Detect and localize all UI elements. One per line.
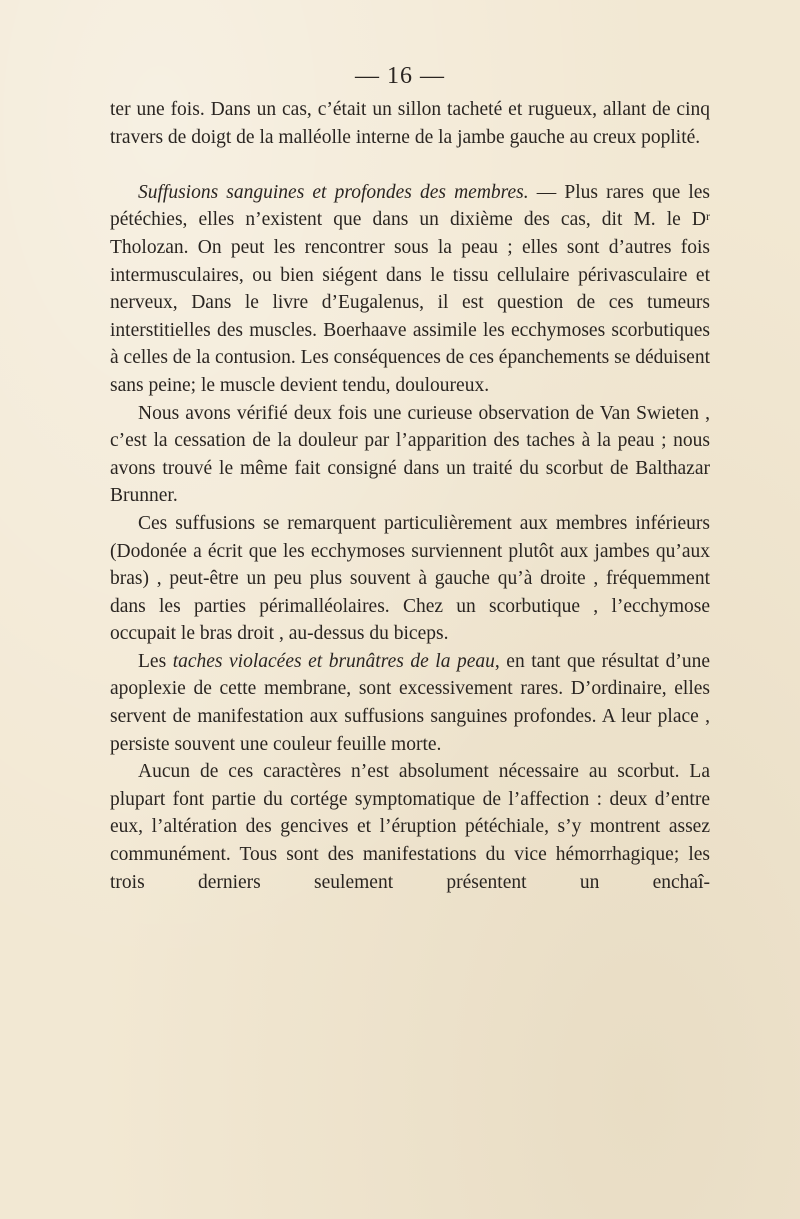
- section-heading-suffusions: Suffusions sanguines et profondes des membres.: [138, 181, 529, 203]
- paragraph-3: Nous avons vérifié deux fois une curieuse observation de Van Swieten , c’est la cessation de la douleur par l’apparition des taches à la peau ; nous avons trouvé le même fait consigné dans un traité du scorbut de Balthazar Brunner.: [110, 402, 710, 507]
- paragraph-4: Ces suffusions se remarquent particulièrement aux membres inférieurs (Dodonée a écrit que les ecchymoses surviennent plutôt aux jambes qu’aux bras) , peut-être un peu plus souvent à gauche qu’à droite , fréquemment dans les parties périmalléolaires. Chez un scorbutique , l’ecchymose occupait le bras droit , au-dessus du biceps.: [110, 512, 710, 645]
- paragraph-2-text-a: — Plus rares que les pétéchies, elles n’existent que dans un dixième des cas, dit M. le D: [110, 181, 710, 231]
- paragraph-2-text-b: Tholozan. On peut les rencontrer sous la peau ; elles sont d’autres fois intermusculaires, ou bien siégent dans le tissu cellulaire périvasculaire et nerveux, Dans le livre d’Eugalenus, il est question de ces tumeurs interstitielles des muscles. Boerhaave assimile les ecchymoses scorbutiques à celles de la contusion. Les conséquences de ces épanchements se déduisent sans peine; le muscle devient tendu, douloureux.: [110, 236, 710, 396]
- doctor-abbreviation-superscript: r: [706, 209, 710, 224]
- paragraph-6: Aucun de ces caractères n’est absolument nécessaire au scorbut. La plupart font partie du cortége symptomatique de l’affection : deux d’entre eux, l’altération des gencives et l’éruption pétéchiale, s’y montrent assez communément. Tous sont des manifestations du vice hémorrhagique; les trois derniers seulement présentent un enchaî-: [110, 761, 710, 893]
- paragraph-5-text: , en tant que résultat d’une apoplexie de cette membrane, sont excessivement rares. D’ordinaire, elles servent de manifestation aux suffusions sanguines profondes. A leur place , persiste souvent une couleur feuille morte.: [110, 650, 710, 755]
- section-heading-taches: taches violacées et brunâtres de la peau: [172, 650, 495, 672]
- paragraph-5-lead: Les: [138, 650, 173, 672]
- paragraph-5: [110, 648, 710, 758]
- paragraph-2: [110, 179, 710, 400]
- page-number: — 16 —: [355, 63, 445, 89]
- paragraph-1: ter une fois. Dans un cas, c’était un sillon tacheté et rugueux, allant de cinq travers de doigt de la malléolle interne de la jambe gauche au creux poplité.: [110, 99, 710, 148]
- body-text: [110, 96, 710, 896]
